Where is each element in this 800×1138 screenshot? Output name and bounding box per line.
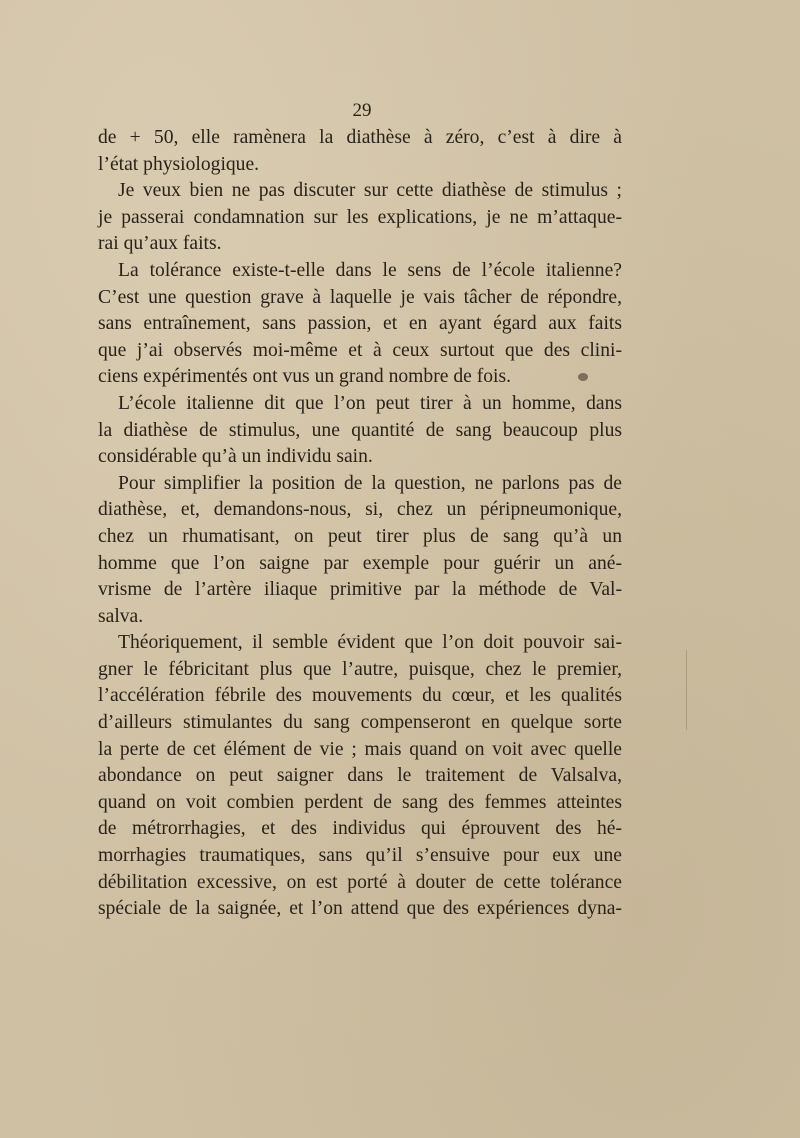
text-line: la diathèse de stimulus, une quantité de sang beaucoup plus xyxy=(98,419,622,441)
text-line: Je veux bien ne pas discuter sur cette diathèse de stimulus ; xyxy=(118,180,622,202)
text-line: l’accélération fébrile des mouvements du cœur, et les qualités xyxy=(98,685,622,707)
text-line: je passerai condamnation sur les explications, je ne m’attaque- xyxy=(98,206,622,228)
text-line: de + 50, elle ramènera la diathèse à zéro, c’est à dire à xyxy=(98,127,622,148)
text-line: morrhagies traumatiques, sans qu’il s’ensuive pour eux une xyxy=(98,845,622,867)
text-line: homme que l’on saigne par exemple pour guérir un ané- xyxy=(98,552,622,574)
text-line: considérable qu’à un individu sain. xyxy=(98,446,373,468)
text-line: La tolérance existe-t-elle dans le sens de l’école italienne? xyxy=(118,259,622,281)
paper-crease xyxy=(686,650,687,730)
text-line: d’ailleurs stimulantes du sang compenseront en quelque sorte xyxy=(98,712,622,734)
text-line: de métrorrhagies, et des individus qui éprouvent des hé- xyxy=(98,818,622,840)
text-line: salva. xyxy=(98,605,144,627)
text-line: quand on voit combien perdent de sang des femmes atteintes xyxy=(98,791,622,813)
text-line: Pour simplifier la position de la question, ne parlons pas de xyxy=(118,472,622,494)
text-line: gner le fébricitant plus que l’autre, puisque, chez le premier, xyxy=(98,658,622,680)
text-line: diathèse, et, demandons-nous, si, chez un péripneumonique, xyxy=(98,499,622,521)
text-line: chez un rhumatisant, on peut tirer plus de sang qu’à un xyxy=(98,525,622,547)
text-line: C’est une question grave à laquelle je vais tâcher de répondre, xyxy=(98,286,622,308)
page-number: 29 xyxy=(352,100,372,121)
text-line: débilitation excessive, on est porté à douter de cette tolérance xyxy=(98,871,622,893)
text-line: spéciale de la saignée, et l’on attend que des expériences dyna- xyxy=(98,898,622,920)
text-line: vrisme de l’artère iliaque primitive par la méthode de Val- xyxy=(98,579,622,601)
text-line: rai qu’aux faits. xyxy=(98,233,222,255)
ink-blot xyxy=(578,373,588,381)
text-line: Théoriquement, il semble évident que l’on doit pouvoir sai- xyxy=(118,632,622,654)
text-line: ciens expérimentés ont vus un grand nombre de fois. xyxy=(98,366,511,388)
text-line: sans entraînement, sans passion, et en ayant égard aux faits xyxy=(98,313,622,335)
body-text xyxy=(98,125,622,923)
text-line: abondance on peut saigner dans le traitement de Valsalva, xyxy=(98,765,622,787)
text-line: la perte de cet élément de vie ; mais quand on voit avec quelle xyxy=(98,738,622,760)
text-line: l’état physiologique. xyxy=(98,153,260,175)
text-line: que j’ai observés moi-même et à ceux surtout que des clini- xyxy=(98,339,622,361)
text-line: L’école italienne dit que l’on peut tirer à un homme, dans xyxy=(118,392,622,414)
